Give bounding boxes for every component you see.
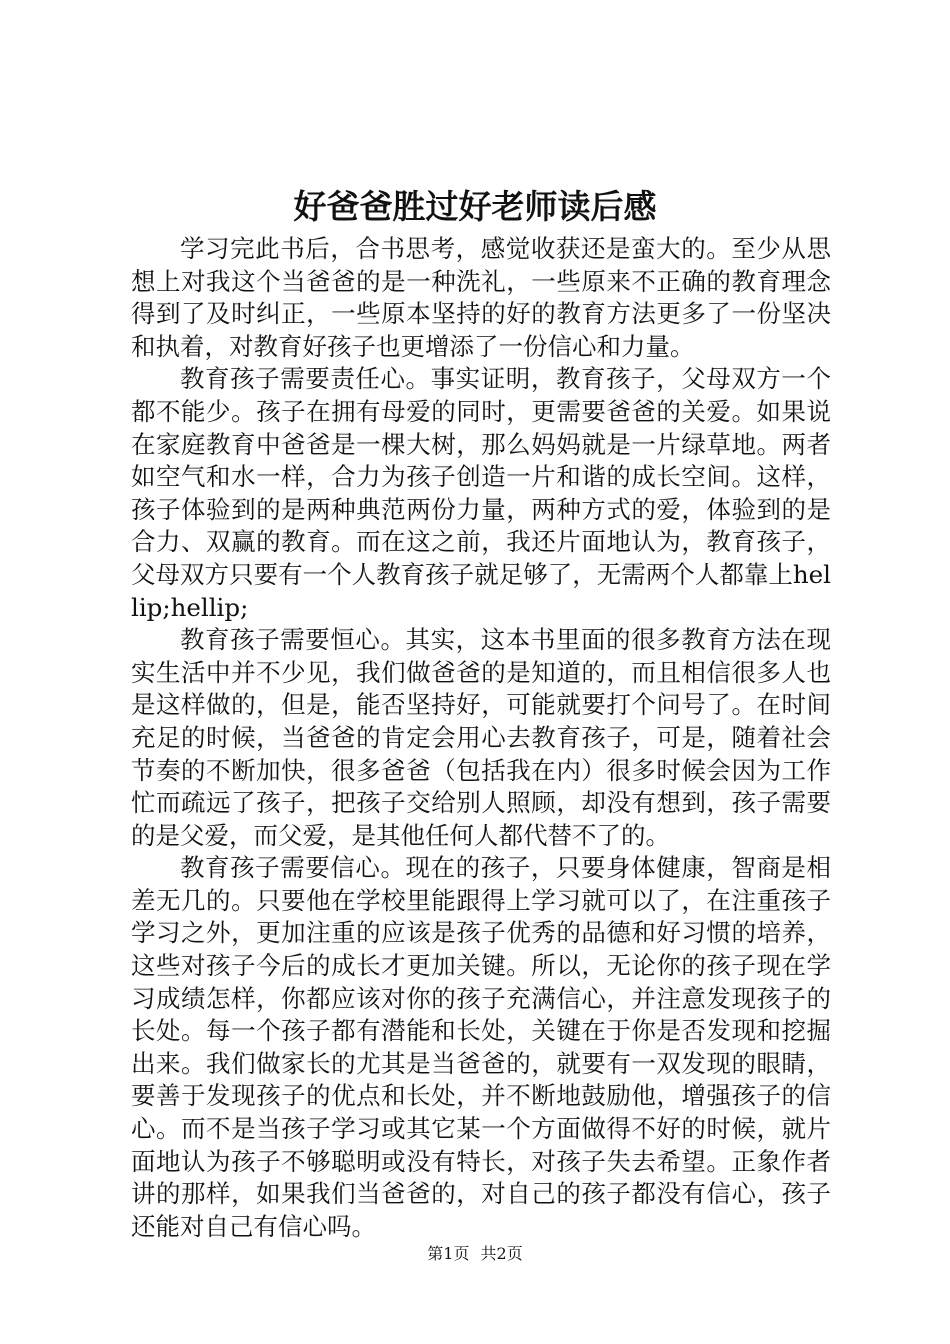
document-body (131, 233, 831, 1243)
paragraph-confidence: 教育孩子需要信心。现在的孩子，只要身体健康，智商是相差无几的。只要他在学校里能跟得上学习就可以了，在注重孩子学习之外，更加注重的应该是孩子优秀的品德和好习惯的培养，这些对孩子今后的成长才更加关键。所以，无论你的孩子现在学习成绩怎样，你都应该对你的孩子充满信心，并注意发现孩子的长处。每一个孩子都有潜能和长处，关键在于你是否发现和挖掘出来。我们做家长的尤其是当爸爸的，就要有一双发现的眼睛，要善于发现孩子的优点和长处，并不断地鼓励他，增强孩子的信心。而不是当孩子学习或其它某一个方面做得不好的时候，就片面地认为孩子不够聪明或没有特长，对孩子失去希望。正象作者讲的那样，如果我们当爸爸的，对自己的孩子都没有信心，孩子还能对自己有信心吗。 (131, 853, 831, 1241)
page-number-total: 共2页 (480, 1244, 523, 1263)
page-number-current: 第1页 (427, 1244, 470, 1263)
document-title: 好爸爸胜过好老师读后感 (293, 187, 657, 226)
paragraph-intro: 学习完此书后，合书思考，感觉收获还是蛮大的。至少从思想上对我这个当爸爸的是一种洗礼，一些原来不正确的教育理念得到了及时纠正，一些原本坚持的好的教育方法更多了一份坚决和执着，对教育好孩子也更增添了一份信心和力量。 (131, 234, 831, 361)
paragraph-responsibility: 教育孩子需要责任心。事实证明，教育孩子，父母双方一个都不能少。孩子在拥有母爱的同时，更需要爸爸的关爱。如果说在家庭教育中爸爸是一棵大树，那么妈妈就是一片绿草地。两者如空气和水一样，合力为孩子创造一片和谐的成长空间。这样，孩子体验到的是两种典范两份力量，两种方式的爱，体验到的是合力、双赢的教育。而在这之前，我还片面地认为，教育孩子，父母双方只要有一个人教育孩子就足够了，无需两个人都靠上hellip;hellip; (131, 364, 831, 622)
paragraph-perseverance: 教育孩子需要恒心。其实，这本书里面的很多教育方法在现实生活中并不少见，我们做爸爸的是知道的，而且相信很多人也是这样做的，但是，能否坚持好，可能就要打个问号了。在时间充足的时候，当爸爸的肯定会用心去教育孩子，可是，随着社会节奏的不断加快，很多爸爸（包括我在内）很多时候会因为工作忙而疏远了孩子，把孩子交给别人照顾，却没有想到，孩子需要的是父爱，而父爱，是其他任何人都代替不了的。 (131, 625, 831, 850)
page-footer (0, 1242, 950, 1266)
